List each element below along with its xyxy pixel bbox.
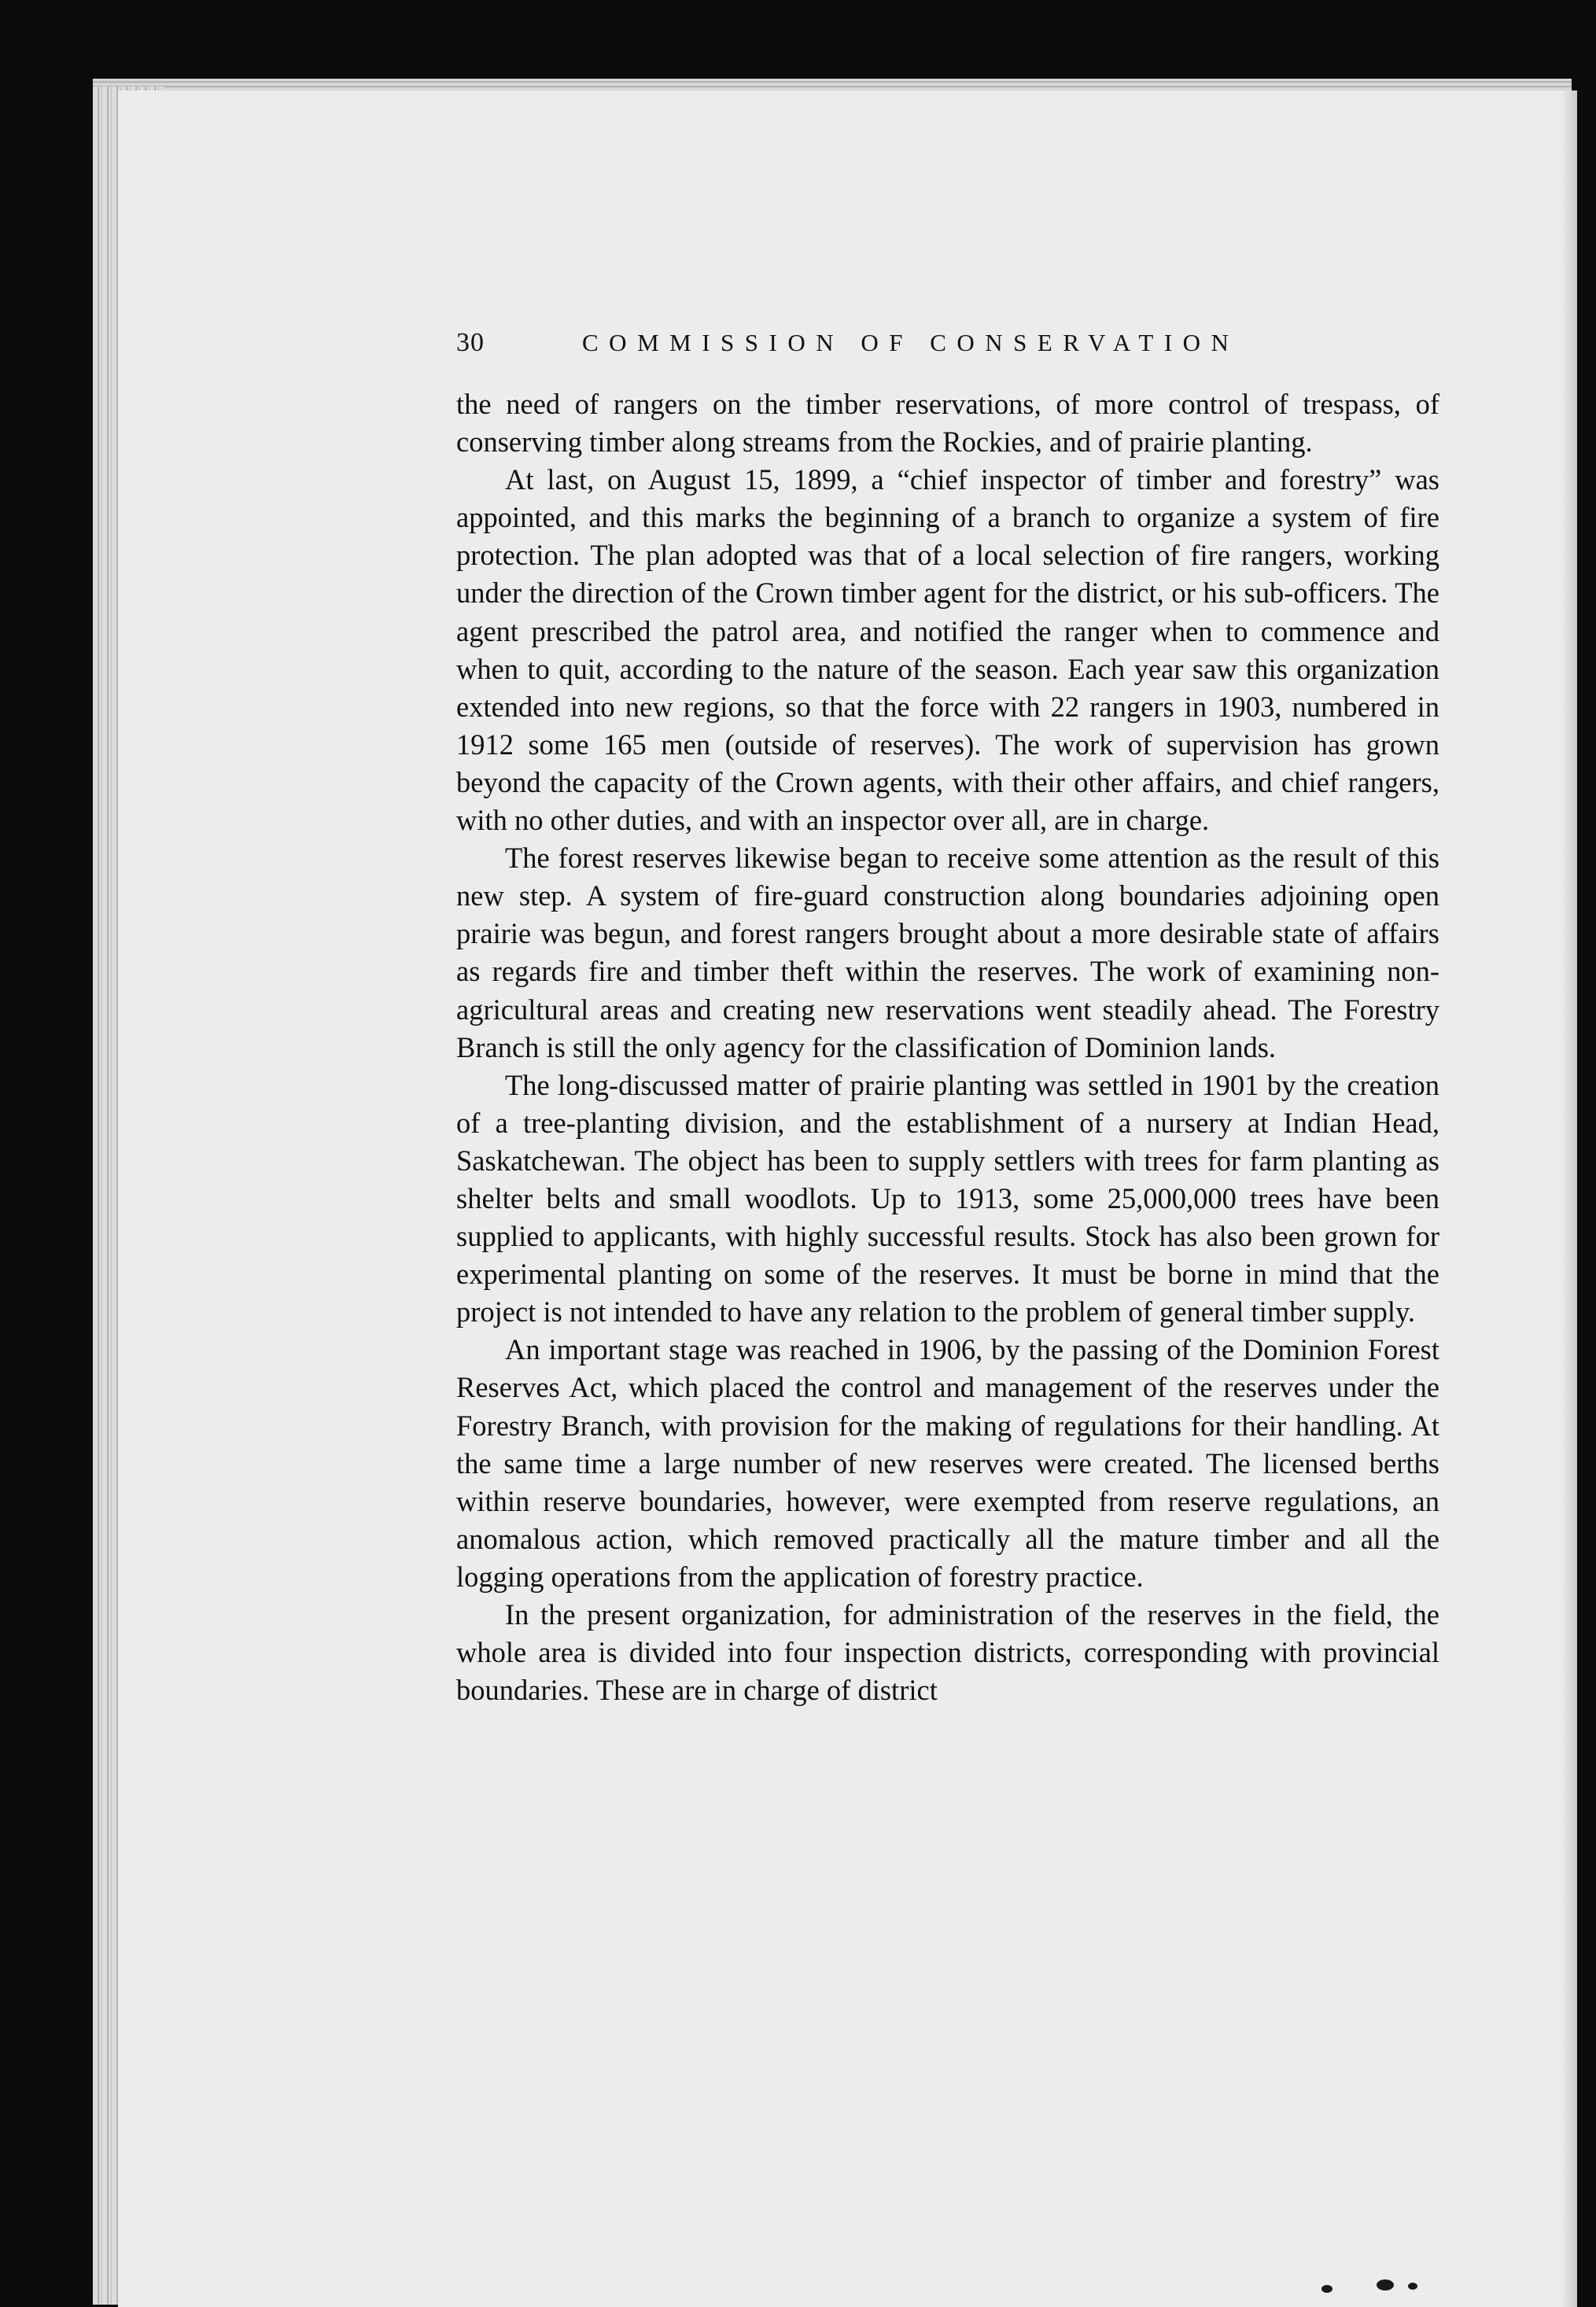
page-right-edge: [1561, 90, 1577, 2307]
page-text-block: [456, 324, 1439, 1709]
paragraph-1: the need of rangers on the timber reservations, of more control of trespass, of conserving timber along streams from the Rockies, and of prairie planting.: [456, 388, 1439, 459]
paragraph-2: At last, on August 15, 1899, a “chief inspector of timber and forestry” was appointed, and this marks the beginning of a branch to organize a system of fire protection. The plan adopted was that of a local selection of fire rangers, working under the direction of the Crown timber agent for the district, or his sub-officers. The agent prescribed the patrol area, and notified the ranger when to commence and when to quit, according to the nature of the season. Each year saw this organization extended into new regions, so that the force with 22 rangers in 1903, numbered in 1912 some 165 men (outside of reserves). The work of supervision has grown beyond the capacity of the Crown agents, with their other affairs, and chief rangers, with no other duties, and with an inspector over all, are in charge.: [456, 463, 1439, 837]
paragraph-6: In the present organization, for administration of the reserves in the field, the whole area is divided into four inspection districts, corresponding with provincial boundaries. These are in charge of district: [456, 1598, 1439, 1707]
paragraph-4: The long-discussed matter of prairie planting was settled in 1901 by the creation of a tree-planting division, and the establishment of a nursery at Indian Head, Saskatchewan. The object has been to supply settlers with trees for farm planting as shelter belts and small woodlots. Up to 1913, some 25,000,000 trees have been supplied to applicants, with highly successful results. Stock has also been grown for experimental planting on some of the reserves. It must be borne in mind that the project is not intended to have any relation to the problem of general timber supply.: [456, 1068, 1439, 1329]
running-head: [456, 324, 1439, 371]
paragraph-3: The forest reserves likewise began to receive some attention as the result of this new step. A system of fire-guard construction along boundaries adjoining open prairie was begun, and forest rangers brought about a more desirable state of affairs as regards fire and timber theft within the reserves. The work of examining non-agricultural areas and creating new reservations went steadily ahead. The Forestry Branch is still the only agency for the classification of Dominion lands.: [456, 842, 1439, 1063]
scan-speck: [1377, 2279, 1394, 2290]
scan-speck: [1408, 2283, 1417, 2290]
page-number: 30: [456, 328, 485, 357]
scan-speck: [1321, 2285, 1332, 2293]
paragraph-5: An important stage was reached in 1906, by the passing of the Dominion Forest Reserves Act, which placed the control and management of the reserves under the Forestry Branch, with provision for the making of regulations for their handling. At the same time a large number of new reserves were created. The licensed berths within reserve boundaries, however, were exempted from reserve regulations, an anomalous action, which removed practically all the mature timber and all the logging operations from the application of forestry practice.: [456, 1333, 1439, 1593]
running-head-title: COMMISSION OF CONSERVATION: [582, 329, 1240, 356]
